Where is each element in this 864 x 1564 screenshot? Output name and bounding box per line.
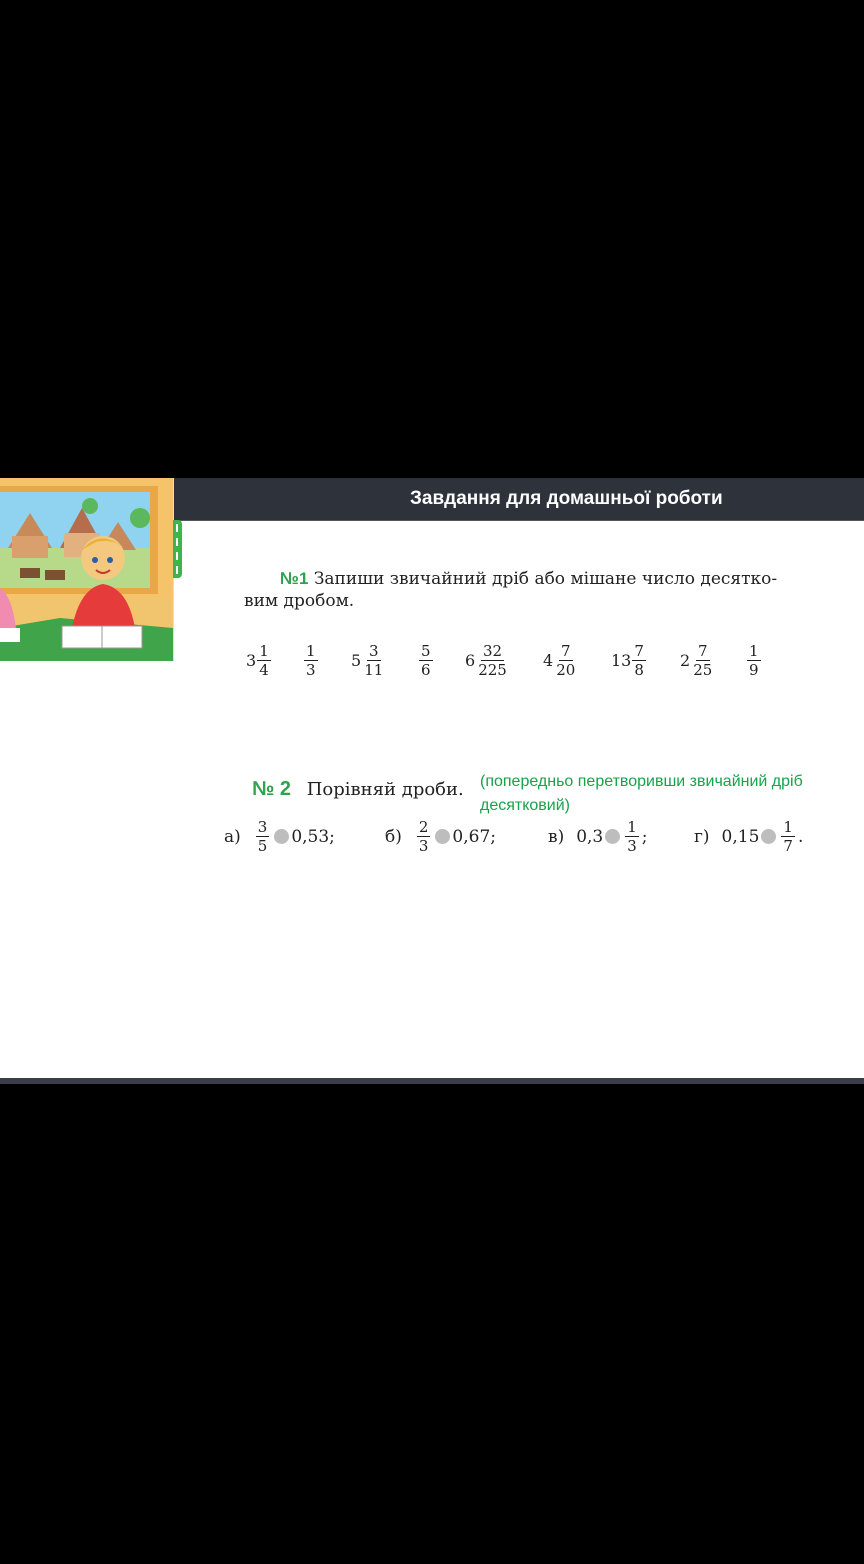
whole-part: 13: [611, 651, 632, 670]
punctuation: ;: [641, 826, 648, 847]
fraction: [419, 642, 433, 679]
left-fraction: [256, 818, 270, 855]
task1-number: №1: [280, 569, 309, 588]
denominator: 4: [259, 661, 269, 679]
task1-instruction-line2: вим дробом.: [244, 591, 355, 611]
fraction: [362, 642, 385, 679]
numerator: 1: [783, 818, 793, 836]
task1-instruction-line1: Запиши звичайний дріб або мішане число десятко-: [313, 569, 778, 589]
numerator: 5: [421, 642, 431, 660]
left-fraction: [417, 818, 431, 855]
compare-placeholder-icon: [761, 829, 776, 844]
numerator: 7: [697, 642, 708, 660]
whole-part: 6: [465, 651, 476, 670]
numerator: 32: [482, 642, 503, 660]
numerator: 3: [257, 818, 268, 836]
denominator: 11: [364, 661, 384, 679]
fraction-item: [304, 642, 318, 679]
fraction-item: [680, 642, 714, 679]
slide-title: Завдання для домашньої роботи: [410, 488, 723, 509]
green-tab-marker: [173, 520, 182, 578]
comparison-item: [224, 818, 335, 855]
denominator: 3: [418, 837, 429, 855]
fraction: [554, 642, 577, 679]
bottom-bar: [0, 1078, 864, 1084]
right-fraction: [781, 818, 795, 855]
fraction-item: [611, 642, 646, 679]
whole-part: 4: [543, 651, 554, 670]
fraction-item: [747, 642, 761, 679]
classroom-illustration: [0, 478, 174, 661]
compare-placeholder-icon: [605, 829, 620, 844]
task2-text: [252, 778, 464, 801]
left-decimal: 0,15: [721, 826, 760, 847]
fraction: [257, 642, 271, 679]
denominator: 20: [556, 661, 576, 679]
task2-instruction: Порівняй дроби.: [306, 779, 464, 800]
fraction: [691, 642, 714, 679]
denominator: 9: [749, 661, 759, 679]
comparison-item: [694, 818, 803, 855]
item-letter: в): [548, 826, 565, 847]
task2-note: [480, 770, 803, 818]
fraction-item: [543, 642, 577, 679]
task2-number: № 2: [252, 778, 291, 800]
task2-note-line1: (попередньо перетворивши звичайний дріб: [480, 773, 803, 790]
denominator: 3: [627, 837, 637, 855]
left-decimal: 0,3: [576, 826, 604, 847]
compare-placeholder-icon: [435, 829, 450, 844]
whole-part: 2: [680, 651, 691, 670]
denominator: 8: [634, 661, 644, 679]
punctuation: .: [797, 826, 804, 847]
numerator: 1: [749, 642, 759, 660]
denominator: 225: [478, 661, 507, 679]
numerator: 1: [627, 818, 637, 836]
comparison-item: [385, 818, 496, 855]
slide: [0, 478, 864, 1084]
comparison-item: [548, 818, 648, 855]
fraction-item: [465, 642, 509, 679]
denominator: 6: [421, 661, 431, 679]
denominator: 3: [306, 661, 316, 679]
denominator: 25: [693, 661, 713, 679]
item-letter: б): [385, 826, 402, 847]
fraction-item: [246, 642, 271, 679]
whole-part: 5: [351, 651, 362, 670]
right-decimal: 0,53;: [291, 826, 335, 847]
denominator: 7: [783, 837, 793, 855]
right-decimal: 0,67;: [452, 826, 497, 847]
numerator: 1: [306, 642, 316, 660]
numerator: 1: [259, 642, 269, 660]
fraction: [747, 642, 761, 679]
numerator: 7: [560, 642, 571, 660]
fraction: [304, 642, 318, 679]
compare-placeholder-icon: [274, 829, 289, 844]
numerator: 3: [368, 642, 379, 660]
task1-text: [244, 568, 800, 611]
numerator: 2: [418, 818, 429, 836]
right-fraction: [625, 818, 639, 855]
numerator: 7: [634, 642, 644, 660]
task2-comparisons: [0, 818, 864, 868]
whole-part: 3: [246, 651, 257, 670]
item-letter: а): [224, 826, 241, 847]
fraction: [476, 642, 509, 679]
fraction: [632, 642, 646, 679]
item-letter: г): [694, 826, 710, 847]
fraction-item: [419, 642, 433, 679]
task2-note-line2: десятковий): [480, 797, 571, 814]
task1-fractions: [0, 642, 864, 692]
denominator: 5: [257, 837, 268, 855]
fraction-item: [351, 642, 385, 679]
